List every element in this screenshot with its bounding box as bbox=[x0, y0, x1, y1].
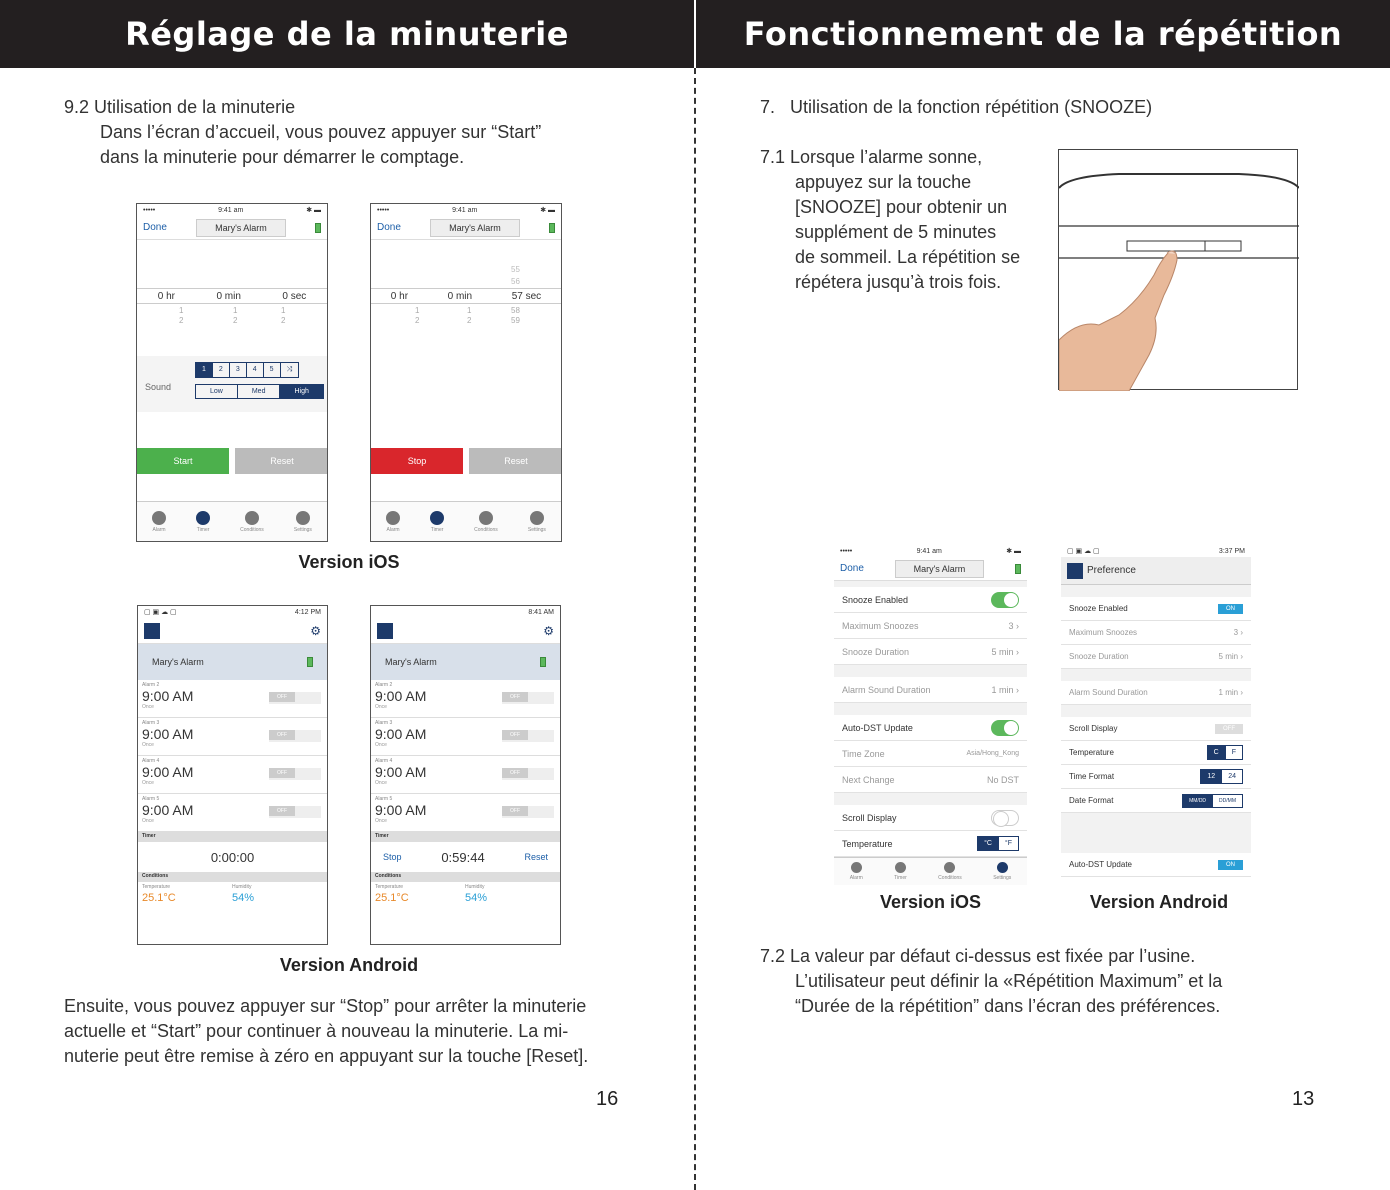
tab-alarm[interactable]: Alarm bbox=[850, 862, 863, 881]
ios-preferences-screen: ••••• 9:41 am ✱ ▬ Done Mary's Alarm Snooze Enabled Maximum Snoozes 3 › Snooze Duration 5 min › Alarm Sound Duration 1 min › Auto-DST Update Time Zone Asia/Hong_Kong Next Change No DST Scroll Display Temperature °C °F Alarm Timer Conditions Settings bbox=[834, 545, 1027, 885]
android-caption-right: Version Android bbox=[1089, 892, 1229, 912]
volume-selector[interactable]: Low Med High bbox=[195, 384, 324, 399]
reset-button[interactable]: Reset bbox=[235, 448, 328, 474]
outro-line1: Ensuite, vous pouvez appuyer sur “Stop” pour arrêter la minuterie bbox=[64, 996, 587, 1016]
battery-icon bbox=[549, 223, 555, 233]
android-timer-screen-start: ▢ ▣ ☁ ▢ 4:12 PM ⚙ Mary's Alarm Alarm 2 9:00 AM Once OFF Alarm 3 9:00 AM Once OFF Alarm 4 9:00 AM Once OFF Alarm 5 9:00 AM Once OFF Timer 0:00:00 Conditions Temperature Humidity 25.1°C 54% bbox=[137, 605, 328, 945]
dst-toggle[interactable] bbox=[991, 720, 1019, 736]
tab-conditions[interactable]: Conditions bbox=[938, 862, 962, 881]
tab-alarm[interactable]: Alarm bbox=[386, 511, 400, 533]
tab-settings[interactable]: Settings bbox=[993, 862, 1011, 881]
tab-conditions[interactable]: Conditions bbox=[240, 511, 264, 533]
p71-line3: [SNOOZE] pour obtenir un bbox=[795, 197, 1008, 217]
alarm-row[interactable]: Alarm 5 9:00 AM Once OFF bbox=[371, 794, 560, 832]
alarm-row[interactable]: Alarm 5 9:00 AM Once OFF bbox=[138, 794, 327, 832]
app-logo-icon bbox=[377, 623, 393, 639]
snooze-illustration bbox=[1058, 149, 1298, 390]
alarm-row[interactable]: Alarm 3 9:00 AM Once OFF bbox=[371, 718, 560, 756]
alarm-row[interactable]: Alarm 3 9:00 AM Once OFF bbox=[138, 718, 327, 756]
ios-timer-screen-start: ••••• 9:41 am ✱ ▬ Done Mary's Alarm 0 hr 0 min 0 sec 1 2 1 2 1 2 1 2 3 4 5 ⤨ Sound Low Med High Start Reset Alarm Timer Conditions Settings bbox=[136, 203, 328, 542]
battery-icon bbox=[315, 223, 321, 233]
intro-line2: dans la minuterie pour démarrer le comptage. bbox=[100, 147, 465, 167]
battery-icon bbox=[540, 657, 546, 667]
p71-line1: 7.1 Lorsque l’alarme sonne, bbox=[760, 147, 983, 167]
page-divider bbox=[694, 68, 696, 1190]
page-number-right: 13 bbox=[1292, 1088, 1315, 1110]
intro-line1: Dans l’écran d’accueil, vous pouvez appuyer sur “Start” bbox=[100, 122, 542, 142]
scroll-display-toggle[interactable] bbox=[991, 810, 1019, 826]
tab-bar bbox=[371, 501, 561, 541]
page-number-left: 16 bbox=[596, 1088, 619, 1110]
done-button[interactable]: Done bbox=[143, 222, 167, 233]
left-header: Réglage de la minuterie bbox=[0, 0, 694, 68]
tab-conditions[interactable]: Conditions bbox=[474, 511, 498, 533]
ios-caption-right: Version iOS bbox=[879, 892, 982, 912]
p71-line2: appuyez sur la touche bbox=[795, 172, 972, 192]
android-timer-screen-stop: 8:41 AM ⚙ Mary's Alarm Alarm 2 9:00 AM Once OFF Alarm 3 9:00 AM Once OFF Alarm 4 9:00 AM Once OFF Alarm 5 9:00 AM Once OFF Timer Stop 0:59:44 Reset Conditions Temperature Humidity 25.1°C 54% bbox=[370, 605, 561, 945]
temperature-unit-selector[interactable]: C F bbox=[1207, 745, 1243, 760]
android-caption-left: Version Android bbox=[279, 955, 419, 975]
date-format-selector[interactable]: MM/DD DD/MM bbox=[1182, 794, 1243, 808]
app-logo-icon bbox=[1067, 563, 1083, 579]
temperature-unit-selector[interactable]: °C °F bbox=[977, 836, 1019, 851]
tab-bar bbox=[834, 857, 1027, 885]
tab-bar bbox=[137, 501, 327, 541]
tab-settings[interactable]: Settings bbox=[528, 511, 546, 533]
done-button[interactable]: Done bbox=[377, 222, 401, 233]
scroll-display-switch[interactable]: OFF bbox=[1215, 724, 1243, 734]
p71-line4: supplément de 5 minutes bbox=[795, 222, 997, 242]
reset-button[interactable]: Reset bbox=[469, 448, 562, 474]
alarm-row[interactable]: Alarm 4 9:00 AM Once OFF bbox=[371, 756, 560, 794]
right-header: Fonctionnement de la répétition bbox=[696, 0, 1390, 68]
p72-line3: “Durée de la répétition” dans l’écran des préférences. bbox=[795, 996, 1221, 1016]
timer-display: 0:59:44 bbox=[441, 849, 485, 865]
gear-icon[interactable]: ⚙ bbox=[310, 623, 321, 638]
alarm-row[interactable]: Alarm 2 9:00 AM Once OFF bbox=[371, 680, 560, 718]
section-title: 9.2 Utilisation de la minuterie bbox=[64, 97, 296, 117]
ios-timer-screen-stop: ••••• 9:41 am ✱ ▬ Done Mary's Alarm 55 56 0 hr 0 min 57 sec 1 2 1 2 58 59 Stop Reset Alarm Timer Conditions Settings bbox=[370, 203, 562, 542]
app-logo-icon bbox=[144, 623, 160, 639]
reset-button[interactable]: Reset bbox=[524, 852, 548, 862]
tab-timer[interactable]: Timer bbox=[196, 511, 210, 533]
tab-alarm[interactable]: Alarm bbox=[152, 511, 166, 533]
android-preferences-screen: ▢ ▣ ☁ ▢ 3:37 PM Preference Snooze Enabled ON Maximum Snoozes 3 › Snooze Duration 5 min › Alarm Sound Duration 1 min › Scroll Display OFF Temperature C F Time Format 12 24 Date Format MM/DD DD/MM Auto-DST Update ON bbox=[1061, 545, 1251, 885]
dst-switch[interactable]: ON bbox=[1218, 860, 1243, 870]
p72-line2: L’utilisateur peut définir la «Répétition Maximum” et la bbox=[795, 971, 1223, 991]
battery-icon bbox=[1015, 564, 1021, 574]
battery-icon bbox=[307, 657, 313, 667]
tab-timer[interactable]: Timer bbox=[430, 511, 444, 533]
sound-selector[interactable]: 1 2 3 4 5 ⤨ bbox=[195, 362, 299, 378]
stop-button[interactable]: Stop bbox=[383, 852, 402, 862]
p72-line1: 7.2 La valeur par défaut ci-dessus est fixée par l’usine. bbox=[760, 946, 1196, 966]
time-format-selector[interactable]: 12 24 bbox=[1200, 769, 1243, 784]
p71-line6: répétera jusqu’à trois fois. bbox=[795, 272, 1002, 292]
start-button[interactable]: Start bbox=[137, 448, 229, 474]
ios-caption-left: Version iOS bbox=[298, 552, 400, 572]
alarm-row[interactable]: Alarm 2 9:00 AM Once OFF bbox=[138, 680, 327, 718]
timer-display: 0:00:00 bbox=[210, 849, 255, 865]
snooze-enabled-switch[interactable]: ON bbox=[1218, 604, 1243, 614]
p71-line5: de sommeil. La répétition se bbox=[795, 247, 1021, 267]
stop-button[interactable]: Stop bbox=[371, 448, 463, 474]
snooze-enabled-toggle[interactable] bbox=[991, 592, 1019, 608]
section-title-right: 7. Utilisation de la fonction répétition (SNOOZE) bbox=[760, 97, 1153, 117]
outro-line2: actuelle et “Start” pour continuer à nouveau la minuterie. La mi- bbox=[64, 1021, 569, 1041]
tab-settings[interactable]: Settings bbox=[294, 511, 312, 533]
gear-icon[interactable]: ⚙ bbox=[543, 623, 554, 638]
done-button[interactable]: Done bbox=[840, 563, 864, 574]
tab-timer[interactable]: Timer bbox=[894, 862, 907, 881]
outro-line3: nuterie peut être remise à zéro en appuyant sur la touche [Reset]. bbox=[64, 1046, 589, 1066]
alarm-row[interactable]: Alarm 4 9:00 AM Once OFF bbox=[138, 756, 327, 794]
